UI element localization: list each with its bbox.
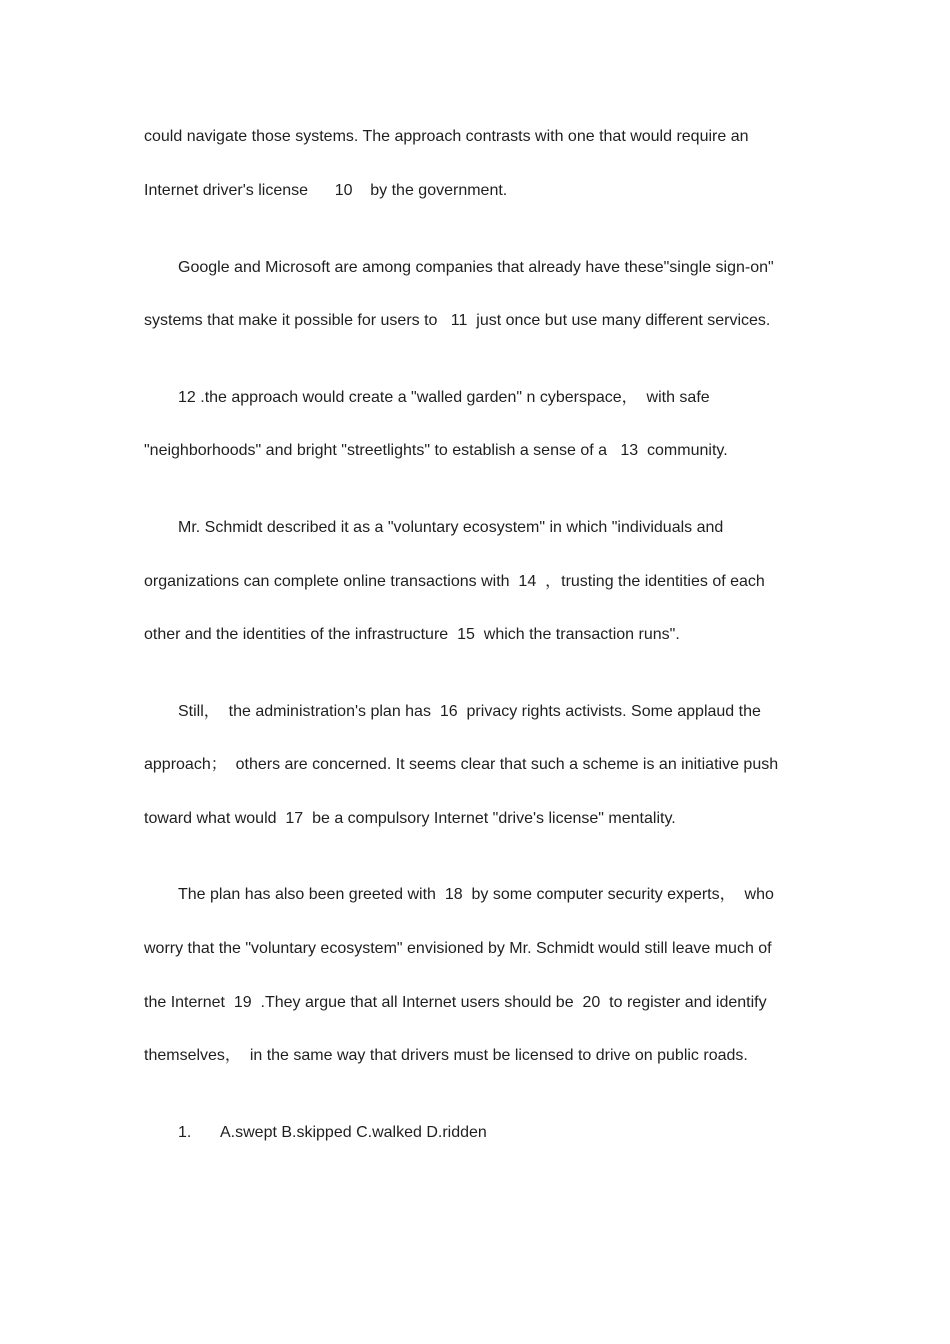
paragraph-1-line-1: could navigate those systems. The approach contrasts with one that would require an xyxy=(144,128,749,145)
paragraph-4-line-1: Mr. Schmidt described it as a "voluntary ecosystem" in which "individuals and xyxy=(178,519,724,536)
paragraph-3-line-2: "neighborhoods" and bright "streetlights" to establish a sense of a 13 community. xyxy=(144,442,728,459)
paragraph-4-line-3: other and the identities of the infrastructure 15 which the transaction runs". xyxy=(144,626,680,643)
paragraph-6-line-1: The plan has also been greeted with 18 by some computer security experts， who xyxy=(178,886,774,903)
paragraph-3-line-1: 12 .the approach would create a "walled garden" n cyberspace， with safe xyxy=(178,389,710,406)
paragraph-2-line-2: systems that make it possible for users to 11 just once but use many different services. xyxy=(144,312,771,329)
paragraph-5-line-3: toward what would 17 be a compulsory Internet "drive's license" mentality. xyxy=(144,810,676,827)
paragraph-6-line-2: worry that the "voluntary ecosystem" envisioned by Mr. Schmidt would still leave much of xyxy=(144,940,772,957)
paragraph-6-line-3: the Internet 19 .They argue that all Internet users should be 20 to register and identify xyxy=(144,994,767,1011)
paragraph-4-line-2: organizations can complete online transactions with 14 ，trusting the identities of each xyxy=(144,573,765,590)
question-options: A.swept B.skipped C.walked D.ridden xyxy=(220,1124,487,1141)
paragraph-1-line-2: Internet driver's license 10 by the government. xyxy=(144,182,508,199)
paragraph-2-line-1: Google and Microsoft are among companies that already have these"single sign-on" xyxy=(178,259,774,276)
question-number: 1. xyxy=(178,1124,192,1141)
paragraph-6-line-4: themselves， in the same way that drivers must be licensed to drive on public roads. xyxy=(144,1047,748,1064)
paragraph-5-line-2: approach； others are concerned. It seems clear that such a scheme is an initiative push xyxy=(144,756,779,773)
paragraph-5-line-1: Still， the administration's plan has 16 privacy rights activists. Some applaud the xyxy=(178,703,761,720)
